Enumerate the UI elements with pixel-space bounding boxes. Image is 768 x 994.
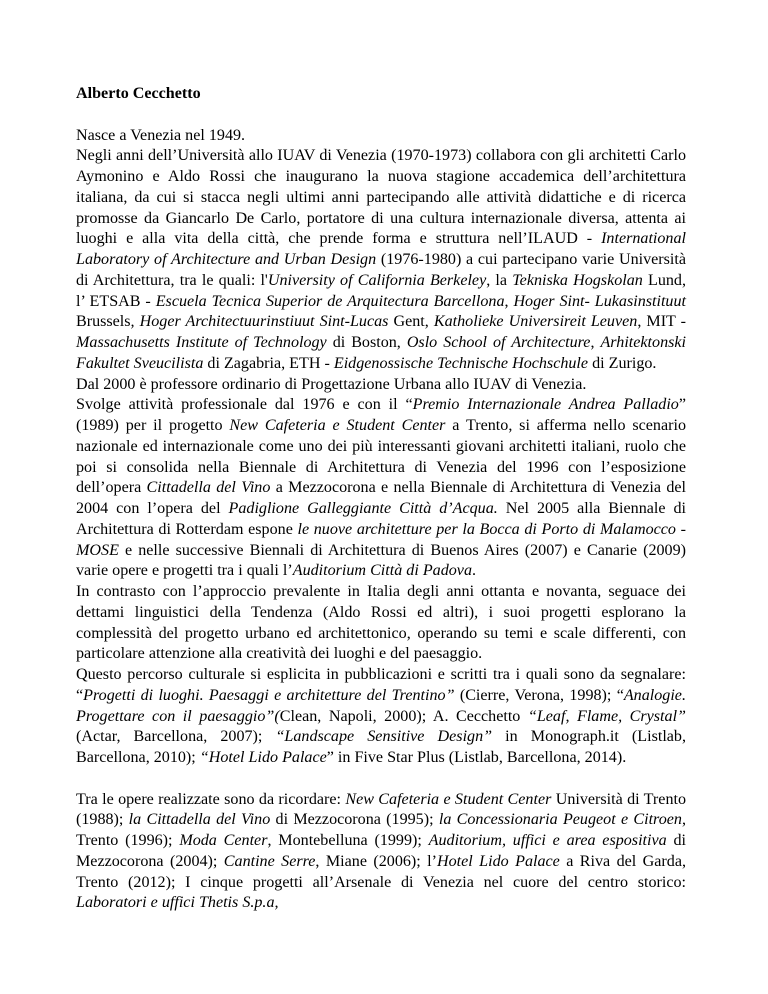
paragraph <box>76 582 686 665</box>
text-run: , <box>590 334 601 351</box>
italic-text: New Cafeteria e Student Center <box>229 417 446 434</box>
italic-text: University of California Berkeley <box>267 271 487 289</box>
italic-text: “Hotel Lido Palace <box>199 749 327 766</box>
italic-text: , Hoger Architectuurinstiuut Sint-Lucas <box>130 313 389 331</box>
italic-text: le nuove architetture per la Bocca di Porto di Malamocco - MOSE <box>76 520 686 559</box>
text-run: , la <box>486 271 513 289</box>
text-run: a Riva del Garda, Trento (2012); I cinque progetti all’Arsenale di Venezia nel cuore del centro storico: <box>76 852 686 891</box>
paragraph <box>76 146 686 374</box>
text-run: di Mezzocorona (2004); <box>76 832 687 870</box>
text-run: , Trento (1996); <box>76 811 686 849</box>
text-run: Questo percorso culturale si esplicita in pubblicazioni e scritti tra i quali sono da segnalare: “ <box>76 666 686 704</box>
italic-text: Cittadella del Vino <box>146 479 271 497</box>
italic-text: Auditorium Città di Padova <box>292 562 472 580</box>
paragraph <box>76 126 686 147</box>
italic-text: Massachusetts Institute of Technology <box>76 334 327 351</box>
text-run: Lund, l’ ETSAB - <box>76 271 687 310</box>
text-run: Brussels <box>76 313 131 331</box>
text-run: di Boston, <box>326 334 407 351</box>
italic-text: “Leaf, Flame, Crystal” <box>527 707 686 725</box>
text-run: Clean, Napoli, 2000); A. Cecchetto <box>279 707 528 725</box>
italic-text: “Landscape Sensitive Design” <box>275 728 493 746</box>
text-run: (Cierre, Verona, 1998); “ <box>454 686 624 704</box>
text-run: In contrasto con l’approccio prevalente in Italia degli anni ottanta e novanta, seguace dei dettami linguistici della Tendenza (Aldo Rossi ed altri), i suoi progetti esplorano la complessità del progetto urbano ed architettonico, operando su temi e scale differenti, con particolare attenzione alla creatività dei luoghi e del paesaggio. <box>76 583 686 663</box>
text-run: Tra le opere realizzate sono da ricordare: <box>76 790 346 808</box>
paragraph-spacer <box>76 769 686 790</box>
italic-text: Tekniska Hogskolan <box>512 271 643 289</box>
italic-text: Escuela Tecnica Superior de Arquitectura Barcellona <box>155 292 505 310</box>
italic-text: Hoger Sint- Lukasinstituut <box>513 292 686 310</box>
text-run: Università di Trento (1988); <box>76 790 687 829</box>
text-run: di Zurigo. <box>588 354 657 372</box>
italic-text: Arhitektonski Fakultet Sveucilista <box>76 334 686 372</box>
italic-text: International Laboratory of Architecture and Urban Design <box>76 230 686 268</box>
italic-text: la Concessionaria Peugeot e Citroen <box>438 811 682 829</box>
italic-text: Padiglione Galleggiante Città d’Acqua. <box>228 500 498 517</box>
text-run: in Monograph.it (Listlab, Barcellona, 2010); <box>76 728 687 766</box>
text-run: , Miane (2006); l’ <box>315 852 438 870</box>
italic-text: New Cafeteria e Student Center <box>345 790 552 808</box>
italic-text: Eidgenossische Technische Hochschule <box>333 354 589 372</box>
italic-text: Katholieke Universireit Leuven <box>433 313 638 331</box>
text-run: (1976-1980) a cui partecipano varie Università di Architettura, tra le quali: l' <box>76 251 686 289</box>
text-run: , Montebelluna (1999); <box>267 832 429 849</box>
italic-text: Laboratori e uffici Thetis S.p.a, <box>76 894 279 912</box>
italic-text: Analogie. Progettare con il paesaggio”( <box>76 686 686 725</box>
text-run: Gent, <box>388 313 434 331</box>
document-body <box>76 126 686 915</box>
text-run: ” in Five Star Plus (Listlab, Barcellona, 2014). <box>326 749 627 766</box>
text-run: a Mezzocorona e nella Biennale di Architettura di Venezia del 2004 con l’opera del <box>76 479 686 517</box>
text-run: Dal 2000 è professore ordinario di Progettazione Urbana allo IUAV di Venezia. <box>76 375 587 393</box>
paragraph <box>76 790 686 915</box>
text-run: Nasce a Venezia nel 1949. <box>76 126 246 144</box>
text-run: di Zagabria, ETH - <box>203 354 334 372</box>
text-run: Svolge attività professionale dal 1976 e con il “ <box>76 396 413 414</box>
italic-text: Moda Center <box>179 832 268 849</box>
text-run: Negli anni dell’Università allo IUAV di Venezia (1970-1973) collabora con gli architetti Carlo Aymonino e Aldo Rossi che inaugurano la nuova stagione accademica dell’architettura italiana, da cui si stacca negli ultimi anni partecipando alle attività didattiche e di ricerca promosse da Giancarlo De Carlo, portatore di una cultura internazionale diversa, attenta ai luoghi e alla vita della città, che prende forma e struttura nell’ILAUD - <box>76 147 686 248</box>
text-run: ” (1989) per il progetto <box>76 396 687 434</box>
italic-text: Hotel Lido Palace <box>437 852 560 870</box>
text-run: , MIT - <box>637 313 686 331</box>
italic-text: Progetti di luoghi. Paesaggi e architetture del Trentino” <box>83 686 455 704</box>
italic-text: la Cittadella del Vino <box>128 811 271 829</box>
text-run: (Actar, Barcellona, 2007); <box>76 728 276 746</box>
text-run: di Mezzocorona (1995); <box>270 811 439 829</box>
italic-text: Oslo School of Architecture <box>406 334 591 351</box>
italic-text: Cantine Serre <box>223 852 316 870</box>
text-run: Nel 2005 alla Biennale di Architettura di Rotterdam espone <box>76 500 686 538</box>
text-run: . <box>472 562 477 580</box>
text-run: a Trento, si afferma nello scenario nazionale ed internazionale come uno dei più interessanti giovani architetti italiani, ruolo che poi si consolida nella Biennale di Architettura di Venezia del 1996 con l’esposizione dell’opera <box>76 417 686 497</box>
document-title: Alberto Cecchetto <box>76 85 201 102</box>
paragraph <box>76 395 686 582</box>
paragraph <box>76 375 686 396</box>
paragraph <box>76 665 686 769</box>
text-run: , <box>504 292 514 310</box>
text-run: e nelle successive Biennali di Architettura di Buenos Aires (2007) e Canarie (2009) varie opere e progetti tra i quali l’ <box>76 541 686 580</box>
italic-text: Premio Internazionale Andrea Palladio <box>412 396 679 414</box>
italic-text: Auditorium, uffici e area espositiva <box>428 832 667 849</box>
